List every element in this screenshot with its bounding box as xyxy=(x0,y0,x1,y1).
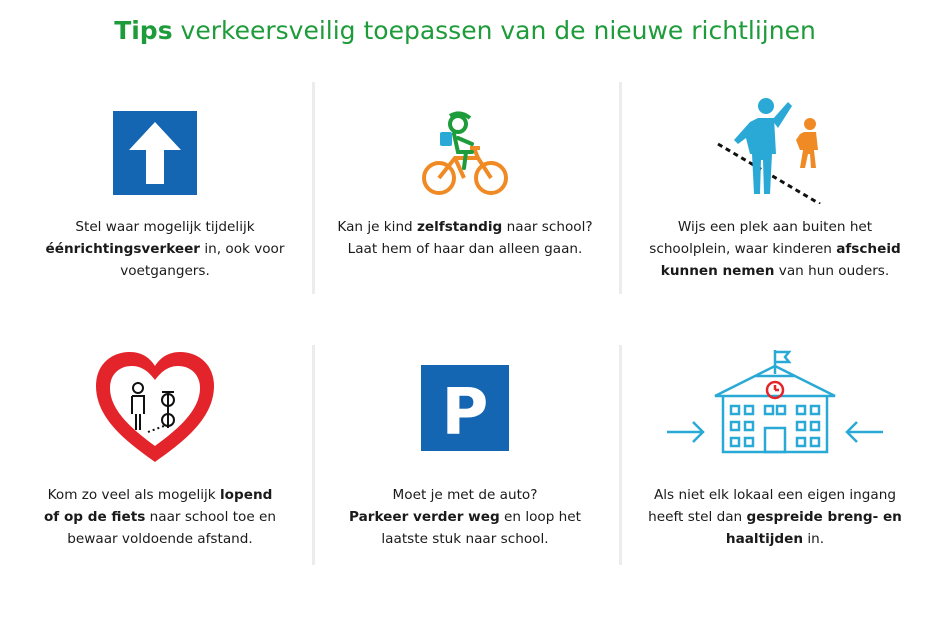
child-cyclist-icon xyxy=(420,108,510,200)
heart-walk-bike-icon xyxy=(90,348,220,466)
tip-caption: Kan je kind zelfstandig naar school? Laat hem of haar dan alleen gaan. xyxy=(337,219,593,257)
tip-card xyxy=(0,0,310,310)
tip-caption: Als niet elk lokaal een eigen ingang heeft stel dan gespreide breng- en haaltijden in. xyxy=(648,487,902,547)
tip-card xyxy=(310,310,620,620)
school-building-arrows-icon xyxy=(665,348,885,456)
tip-card xyxy=(310,0,620,310)
tip-caption: Stel waar mogelijk tijdelijk éénrichtingsverkeer in, ook voor voetgangers. xyxy=(45,219,285,279)
tip-card xyxy=(620,310,930,620)
tip-card xyxy=(620,0,930,310)
parking-sign-icon xyxy=(418,362,512,454)
waving-parent-child-icon xyxy=(710,94,840,204)
tip-caption: Moet je met de auto? Parkeer verder weg en loop het laatste stuk naar school. xyxy=(348,487,581,547)
one-way-arrow-sign-icon xyxy=(110,108,200,198)
parking-letter: P xyxy=(441,376,489,450)
tip-caption: Kom zo veel als mogelijk lopend of op de fiets naar school toe en bewaar voldoende afstand. xyxy=(43,487,277,547)
tip-card xyxy=(0,310,310,620)
title-highlight: Tips xyxy=(114,16,173,45)
tip-caption: Wijs een plek aan buiten het schoolplein, waar kinderen afscheid kunnen nemen van hun ouders. xyxy=(649,219,901,279)
title-text: verkeersveilig toepassen van de nieuwe richtlijnen xyxy=(180,16,816,45)
